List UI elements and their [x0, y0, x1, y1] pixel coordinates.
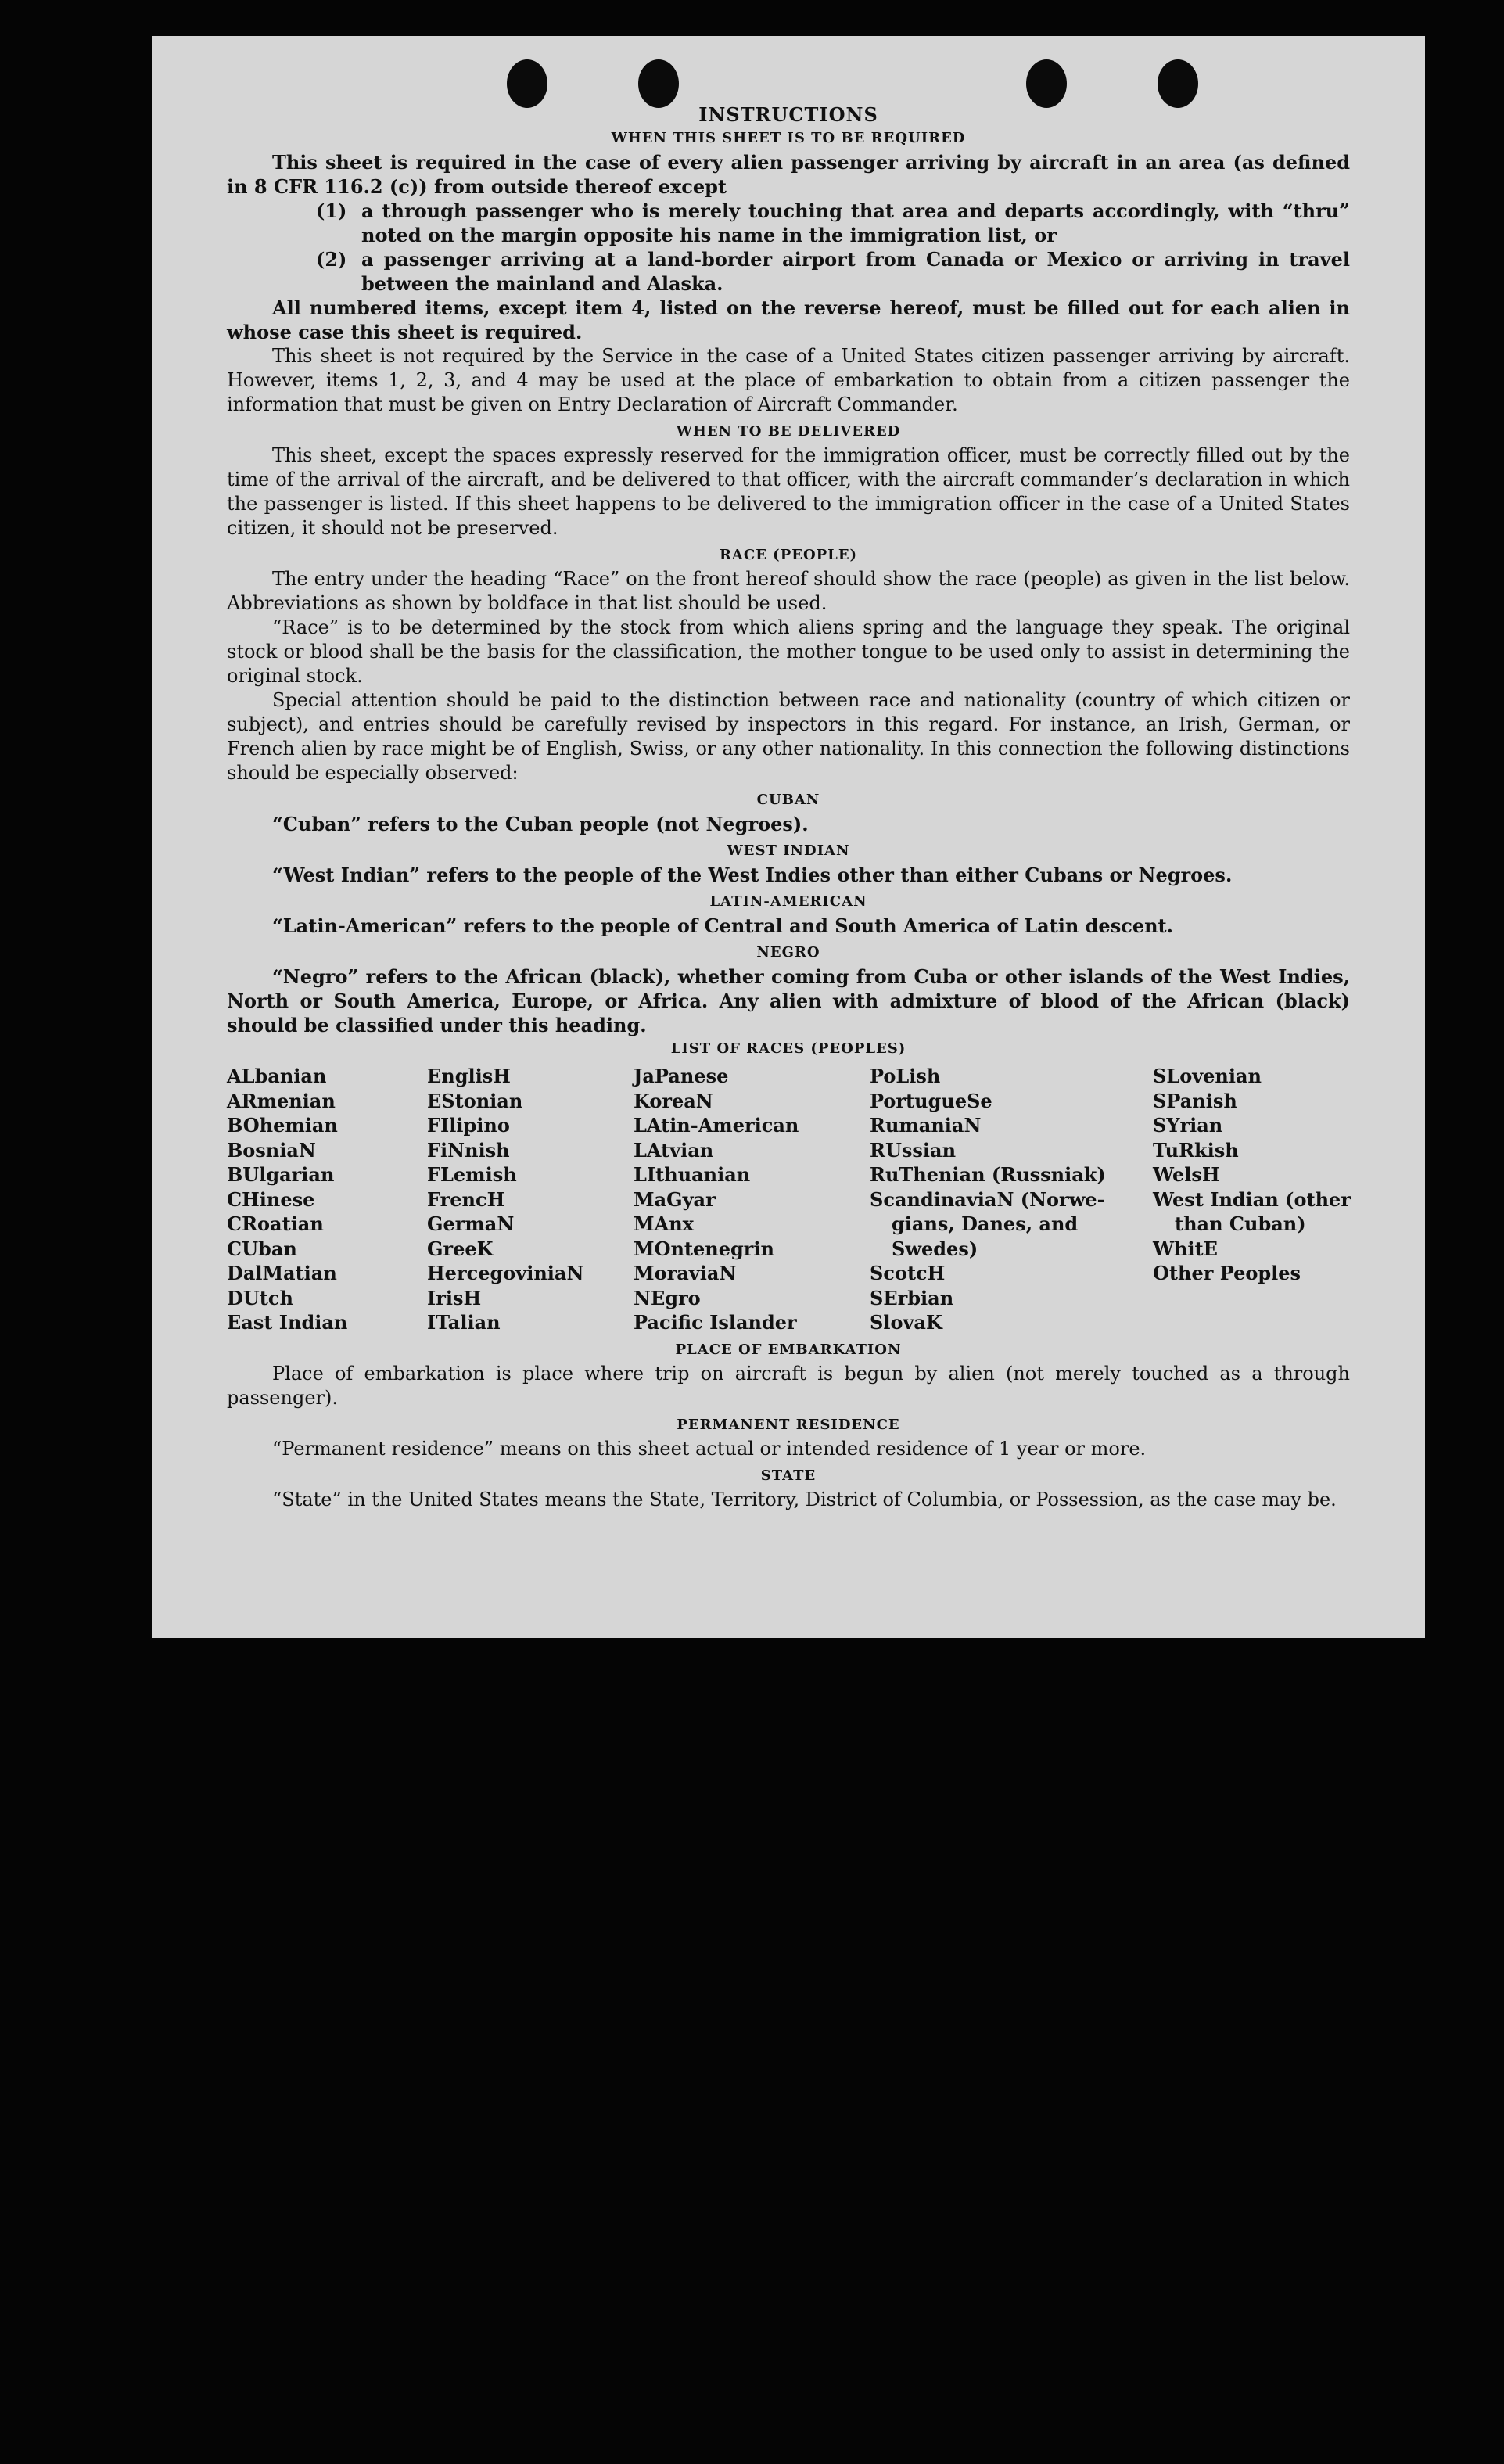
race-entry: ITalian — [427, 1311, 501, 1334]
race-entry: GermaN — [427, 1212, 515, 1235]
section-heading-embarkation: PLACE OF EMBARKATION — [675, 1341, 902, 1358]
item-number: (2) — [316, 248, 347, 271]
definition-negro: “Negro” refers to the African (black), whether coming from Cuba or other islands of the West Indies, North or South America, Europe, or Africa. Any alien with admixture of blood of the African (black) should be classified under this heading. — [227, 965, 1350, 1036]
race-entry: BOhemian — [227, 1114, 338, 1137]
punch-hole — [1026, 59, 1067, 108]
race-entry: MAnx — [634, 1212, 694, 1235]
race-entry: MaGyar — [634, 1187, 716, 1211]
race-entry: PortugueSe — [870, 1089, 992, 1112]
races-column — [1153, 1064, 1351, 1335]
race-entry: BosniaN — [227, 1138, 316, 1162]
section-heading-negro: NEGRO — [756, 944, 820, 961]
race-entry: than Cuban) — [1175, 1212, 1306, 1235]
section-heading-state: STATE — [760, 1467, 817, 1484]
race-entry: DUtch — [227, 1286, 293, 1309]
section-heading-delivered: WHEN TO BE DELIVERED — [676, 423, 901, 440]
race-entry: MOntenegrin — [634, 1237, 774, 1260]
section-heading-cuban: CUBAN — [756, 792, 820, 808]
paragraph-delivery: This sheet, except the spaces expressly reserved for the immigration officer, must be correctly filled out by the time of the arrival of the aircraft, and be delivered to that officer, with the aircraft commander’s declaration in which the passenger is listed. If this sheet happens to be delivered to the immigration officer in the case of a United States citizen, it should not be preserved. — [227, 444, 1350, 539]
section-heading-race: RACE (PEOPLE) — [719, 547, 858, 563]
race-entry: HercegoviniaN — [427, 1262, 584, 1284]
race-entry: BUlgarian — [227, 1163, 335, 1186]
section-heading-west-indian: WEST INDIAN — [727, 842, 850, 859]
race-entry: CHinese — [227, 1187, 315, 1211]
races-column — [634, 1064, 870, 1335]
race-entry: WhitE — [1153, 1237, 1218, 1260]
race-entry: ARmenian — [227, 1089, 336, 1112]
paragraph-race-stock: “Race” is to be determined by the stock from which aliens spring and the language they speak. The original stock or blood shall be the basis for the classification, the mother tongue to be used only to assist in determining the original stock. — [227, 616, 1350, 687]
definition-residence: “Permanent residence” means on this sheet actual or intended residence of 1 year or more. — [272, 1437, 1147, 1460]
race-entry: JaPanese — [634, 1065, 729, 1087]
race-entry: KoreaN — [634, 1089, 713, 1112]
race-entry: NEgro — [634, 1286, 701, 1309]
numbered-item — [316, 247, 1350, 296]
race-entry: FLemish — [427, 1163, 517, 1186]
punch-hole — [507, 59, 547, 108]
race-entry: LAtin-American — [634, 1114, 799, 1137]
race-entry: SlovaK — [870, 1311, 942, 1334]
race-entry: West Indian (other — [1153, 1187, 1351, 1211]
race-entry: Other Peoples — [1153, 1262, 1301, 1284]
item-text: a passenger arriving at a land-border airport from Canada or Mexico or arriving in travel between the mainland and Alaska. — [361, 248, 1350, 295]
race-entry: FIlipino — [427, 1114, 510, 1137]
race-entry: PoLish — [870, 1065, 941, 1087]
paragraph-required-intro: This sheet is required in the case of every alien passenger arriving by aircraft in an area (as defined in 8 CFR 116.2 (c)) from outside thereof except — [227, 151, 1350, 198]
section-heading-residence: PERMANENT RESIDENCE — [677, 1416, 900, 1433]
section-heading-required: WHEN THIS SHEET IS TO BE REQUIRED — [611, 130, 966, 146]
race-entry: East Indian — [227, 1311, 348, 1334]
race-entry: EStonian — [427, 1089, 523, 1112]
race-entry: DalMatian — [227, 1262, 337, 1284]
races-list-heading: LIST OF RACES (PEOPLES) — [670, 1040, 906, 1057]
race-entry: SLovenian — [1153, 1065, 1262, 1087]
race-entry: ScotcH — [870, 1262, 946, 1284]
race-entry: MoraviaN — [634, 1262, 737, 1284]
races-list — [227, 1064, 1350, 1335]
race-entry: Pacific Islander — [634, 1311, 797, 1334]
race-entry: RumaniaN — [870, 1114, 982, 1137]
document-sheet — [152, 36, 1425, 1638]
race-entry: CRoatian — [227, 1212, 324, 1235]
race-entry: CUban — [227, 1237, 297, 1260]
race-entry: EnglisH — [427, 1065, 511, 1087]
page-title: INSTRUCTIONS — [698, 103, 878, 126]
item-number: (1) — [316, 199, 347, 222]
item-text: a through passenger who is merely touching that area and departs accordingly, with “thru” noted on the margin opposite his name in the immigration list, or — [361, 199, 1350, 246]
race-entry: TuRkish — [1153, 1138, 1239, 1162]
race-entry: SYrian — [1153, 1114, 1223, 1137]
paragraph-numbered-items: All numbered items, except item 4, listed on the reverse hereof, must be filled out for each alien in whose case this sheet is required. — [227, 296, 1350, 343]
definition-latin-american: “Latin-American” refers to the people of Central and South America of Latin descent. — [272, 914, 1173, 937]
numbered-item — [316, 199, 1350, 247]
races-column — [227, 1064, 427, 1335]
race-entry: ALbanian — [227, 1065, 327, 1087]
race-entry: Swedes) — [892, 1237, 978, 1260]
race-entry: IrisH — [427, 1286, 482, 1309]
race-entry: LIthuanian — [634, 1163, 751, 1186]
race-entry: SErbian — [870, 1286, 954, 1309]
race-entry: WelsH — [1153, 1163, 1220, 1186]
race-entry: FiNnish — [427, 1138, 510, 1162]
definition-embarkation: Place of embarkation is place where trip on aircraft is begun by alien (not merely touched as a through passenger). — [227, 1362, 1350, 1409]
definition-state: “State” in the United States means the State, Territory, District of Columbia, or Possession, as the case may be. — [272, 1488, 1337, 1510]
race-entry: FrencH — [427, 1187, 505, 1211]
race-entry: RUssian — [870, 1138, 957, 1162]
race-entry: GreeK — [427, 1237, 494, 1260]
paragraph-race-entry: The entry under the heading “Race” on the front hereof should show the race (people) as given in the list below. Abbreviations as shown by boldface in that list should be used. — [227, 568, 1350, 614]
definition-cuban: “Cuban” refers to the Cuban people (not Negroes). — [272, 813, 809, 835]
race-entry: LAtvian — [634, 1138, 714, 1162]
race-entry: ScandinaviaN (Norwe- — [870, 1187, 1105, 1211]
paragraph-race-nationality: Special attention should be paid to the distinction between race and nationality (country of which citizen or subject), and entries should be carefully revised by inspectors in this regard. For instance, an Irish, German, or French alien by race might be of English, Swiss, or any other nationality. In this connection the following distinctions should be especially observed: — [227, 689, 1350, 784]
section-heading-latin-american: LATIN-AMERICAN — [709, 893, 867, 910]
paragraph-citizen: This sheet is not required by the Service in the case of a United States citizen passenger arriving by aircraft. However, items 1, 2, 3, and 4 may be used at the place of embarkation to obtain from a citizen passenger the information that must be given on Entry Declaration of Aircraft Commander. — [227, 345, 1350, 415]
punch-hole — [638, 59, 679, 108]
race-entry: gians, Danes, and — [892, 1212, 1079, 1235]
races-column — [427, 1064, 634, 1335]
races-column — [870, 1064, 1153, 1335]
race-entry: SPanish — [1153, 1089, 1237, 1112]
race-entry: RuThenian (Russniak) — [870, 1163, 1106, 1186]
definition-west-indian: “West Indian” refers to the people of the West Indies other than either Cubans or Negroes. — [272, 864, 1233, 886]
punch-hole — [1158, 59, 1198, 108]
